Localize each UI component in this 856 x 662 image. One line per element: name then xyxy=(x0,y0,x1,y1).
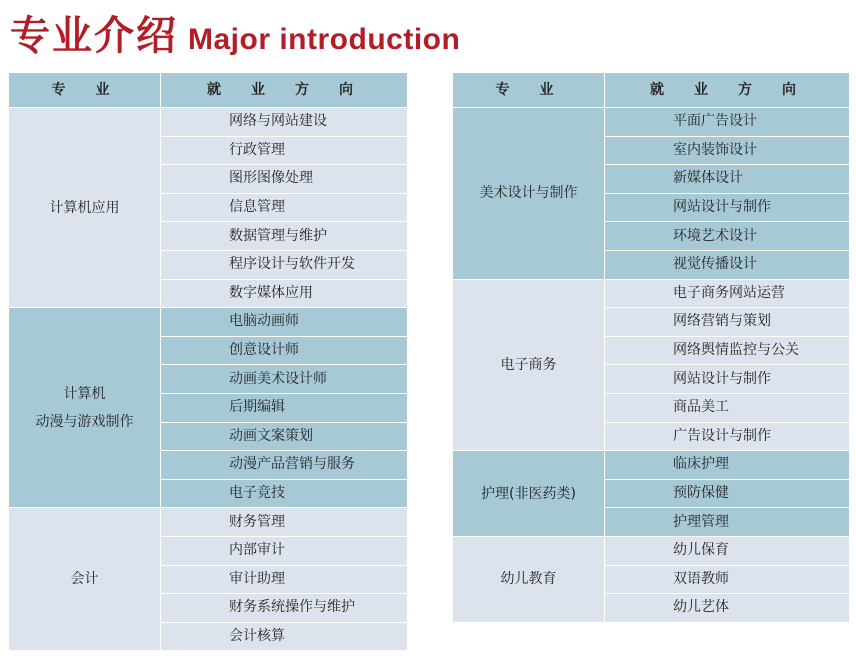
career-direction-cell: 审计助理 xyxy=(161,565,408,594)
career-direction-cell: 护理管理 xyxy=(605,508,850,537)
career-direction-cell: 图形图像处理 xyxy=(161,165,408,194)
career-direction-cell: 数据管理与维护 xyxy=(161,222,408,251)
career-direction-cell: 室内装饰设计 xyxy=(605,136,850,165)
table-row xyxy=(9,308,408,337)
career-direction-cell: 电子商务网站运营 xyxy=(605,279,850,308)
major-name-cell: 会计 xyxy=(9,508,161,651)
career-direction-cell: 幼儿保育 xyxy=(605,536,850,565)
career-direction-cell: 动画美术设计师 xyxy=(161,365,408,394)
career-direction-cell: 网络与网站建设 xyxy=(161,108,408,137)
header-major: 专 业 xyxy=(9,73,161,108)
career-direction-cell: 双语教师 xyxy=(605,565,850,594)
header-major: 专 业 xyxy=(453,73,605,108)
table-row xyxy=(9,508,408,537)
header-career: 就 业 方 向 xyxy=(161,73,408,108)
career-direction-cell: 新媒体设计 xyxy=(605,165,850,194)
major-name-line: 动漫与游戏制作 xyxy=(35,413,134,430)
career-direction-cell: 预防保健 xyxy=(605,479,850,508)
career-direction-cell: 电脑动画师 xyxy=(161,308,408,337)
career-direction-cell: 环境艺术设计 xyxy=(605,222,850,251)
left-table-body xyxy=(9,108,408,651)
career-direction-cell: 临床护理 xyxy=(605,451,850,480)
table-row xyxy=(9,108,408,137)
career-direction-cell: 会计核算 xyxy=(161,622,408,651)
major-name-line: 计算机 xyxy=(63,385,106,402)
career-direction-cell: 数字媒体应用 xyxy=(161,279,408,308)
career-direction-cell: 网站设计与制作 xyxy=(605,365,850,394)
table-row xyxy=(453,536,850,565)
career-direction-cell: 平面广告设计 xyxy=(605,108,850,137)
major-name-cell: 护理(非医药类) xyxy=(453,451,605,537)
career-direction-cell: 财务系统操作与维护 xyxy=(161,594,408,623)
career-direction-cell: 网站设计与制作 xyxy=(605,193,850,222)
title-chinese: 专业介绍 xyxy=(10,13,178,59)
left-major-table xyxy=(8,72,408,651)
career-direction-cell: 视觉传播设计 xyxy=(605,250,850,279)
career-direction-cell: 网络舆情监控与公关 xyxy=(605,336,850,365)
table-row xyxy=(453,108,850,137)
career-direction-cell: 创意设计师 xyxy=(161,336,408,365)
career-direction-cell: 内部审计 xyxy=(161,536,408,565)
career-direction-cell: 后期编辑 xyxy=(161,393,408,422)
career-direction-cell: 网络营销与策划 xyxy=(605,308,850,337)
career-direction-cell: 广告设计与制作 xyxy=(605,422,850,451)
career-direction-cell: 电子竞技 xyxy=(161,479,408,508)
career-direction-cell: 行政管理 xyxy=(161,136,408,165)
major-name-cell: 美术设计与制作 xyxy=(453,108,605,280)
table-row xyxy=(453,279,850,308)
career-direction-cell: 程序设计与软件开发 xyxy=(161,250,408,279)
career-direction-cell: 财务管理 xyxy=(161,508,408,537)
major-name-cell: 计算机应用 xyxy=(9,108,161,308)
header-career: 就 业 方 向 xyxy=(605,73,850,108)
right-table-body xyxy=(453,108,850,623)
major-name-cell xyxy=(9,308,161,508)
right-major-table xyxy=(452,72,850,623)
title-english: Major introduction xyxy=(188,23,461,56)
major-name-cell: 电子商务 xyxy=(453,279,605,451)
career-direction-cell: 信息管理 xyxy=(161,193,408,222)
table-row xyxy=(453,451,850,480)
career-direction-cell: 动漫产品营销与服务 xyxy=(161,451,408,480)
career-direction-cell: 商品美工 xyxy=(605,393,850,422)
major-name-cell: 幼儿教育 xyxy=(453,536,605,622)
career-direction-cell: 幼儿艺体 xyxy=(605,594,850,623)
page-title xyxy=(10,4,461,59)
career-direction-cell: 动画文案策划 xyxy=(161,422,408,451)
